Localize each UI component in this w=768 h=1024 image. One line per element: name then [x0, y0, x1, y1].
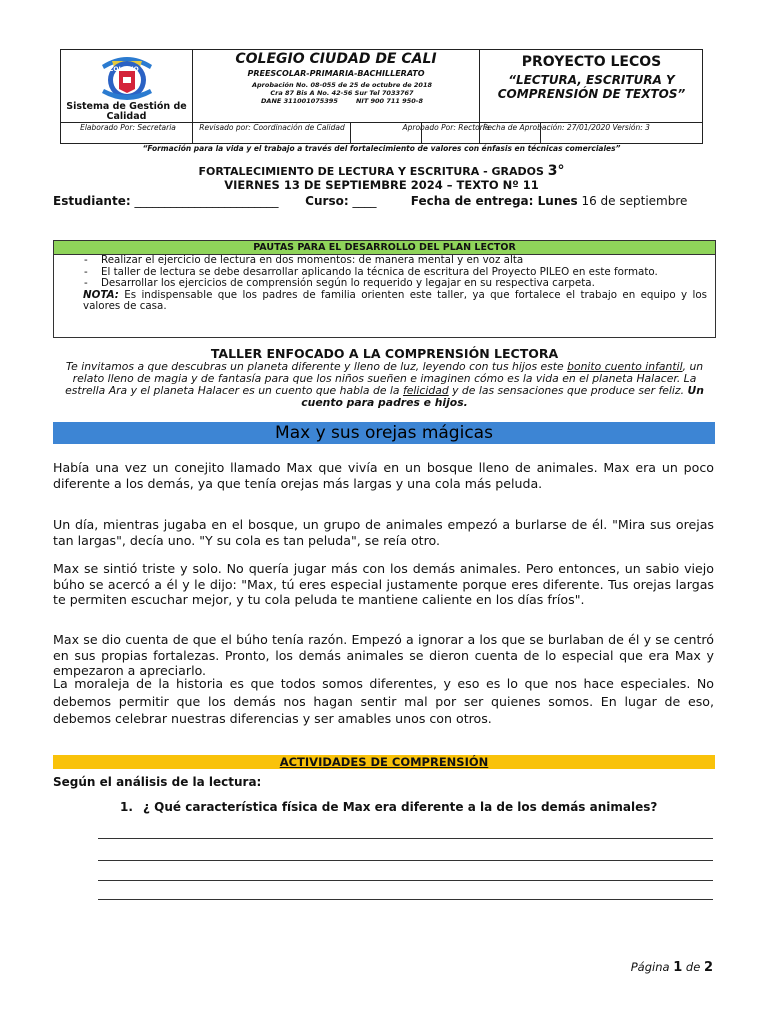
happiness-link[interactable]: felicidad [402, 384, 449, 397]
answer-line[interactable] [98, 899, 713, 900]
divider [350, 122, 351, 143]
story-link[interactable]: bonito cuento infantil [567, 360, 683, 373]
student-label: Estudiante: [53, 194, 131, 208]
list-item: - Desarrollar los ejercicios de comprensión según lo requerido y legajar en su respectiva carpeta. [54, 278, 715, 290]
project-title: PROYECTO LECOS [521, 54, 662, 70]
workshop-title [60, 163, 703, 179]
answer-line[interactable] [98, 838, 713, 839]
school-levels: PREESCOLAR-PRIMARIA-BACHILLERATO [247, 69, 425, 78]
current-page: 1 [673, 960, 683, 975]
intro-text: y de las sensaciones que produce ser feliz. [452, 384, 685, 397]
grade: 3° [547, 163, 565, 179]
approved-by: Aprobado Por: Rectoría [402, 123, 490, 132]
motto: “Formación para la vida y el trabajo a través del fortalecimiento de valores con énfasis en técnicas comerciales” [142, 144, 621, 153]
taller-heading: TALLER ENFOCADO A LA COMPRENSIÓN LECTORA [210, 346, 559, 361]
school-info [209, 81, 475, 105]
page-of: de [685, 960, 701, 974]
story-paragraph: Max se sintió triste y solo. No quería jugar más con los demás animales. Pero entonces, un sabio viejo búho se acercó a él y le dijo: "Max, tú eres especial justamente porque eres diferente. Tus orejas largas te permiten escuchar mejor, y tu cola peluda te mantiene caliente en los días fríos". [53, 561, 714, 607]
workshop-title-text: FORTALECIMIENTO DE LECTURA Y ESCRITURA - GRADOS [198, 165, 544, 178]
note-text: Es indispensable que los padres de familia orienten este taller, ya que fortalece el trabajo en equipo y los valores de casa. [83, 288, 708, 312]
logo-text: COLEGIO [109, 66, 139, 73]
student-info [53, 194, 723, 209]
intro-highlight: Un cuento para padres e hijos. [301, 384, 704, 409]
guidelines-list [54, 255, 715, 290]
course-field[interactable]: ____ [352, 194, 377, 208]
dane-nit-line: DANE 311001075395 NIT 900 711 950-8 [261, 97, 423, 105]
intro-text: Te invitamos a que descubras un planeta diferente y lleno de luz, leyendo con tus hijos este [65, 360, 564, 373]
quality-system-label: Sistema de Gestión de Calidad [66, 101, 187, 122]
student-name-field[interactable]: ________________________ [134, 194, 279, 208]
intro-text: , un relato lleno de magia y de fantasía para que los niños sueñen e imaginen cómo es la vida en el planeta Halacer. La estrella Ara y el planeta Halacer es un cuento que habla de la [65, 360, 704, 397]
question-number: 1. [120, 800, 133, 814]
reviewed-by: Revisado por: Coordinación de Calidad [199, 123, 345, 132]
story-paragraph: Había una vez un conejito llamado Max que vivía en un bosque lleno de animales. Max era un poco diferente a los demás, ya que tenía orejas más largas y una cola más peluda. [53, 460, 714, 491]
activities-heading [53, 755, 715, 769]
activities-heading-text: ACTIVIDADES DE COMPRENSIÓN [279, 755, 489, 769]
guidelines-note [54, 290, 715, 313]
total-pages: 2 [703, 960, 713, 975]
list-item: - Realizar el ejercicio de lectura en dos momentos: de manera mental y en voz alta [54, 255, 715, 267]
elaborated-by: Elaborado Por: Secretaria [80, 123, 176, 132]
guideline-text: El taller de lectura se debe desarrollar aplicando la técnica de escritura del Proyecto PILEO en este formato. [101, 265, 658, 278]
approval-line: Aprobación No. 08-055 de 25 de octubre de 2018 [252, 81, 432, 89]
due-date-value: 16 de septiembre [581, 194, 688, 208]
story-title: Max y sus orejas mágicas [53, 422, 715, 444]
school-name: COLEGIO CIUDAD DE CALI [235, 51, 437, 67]
activities-intro: Según el análisis de la lectura: [53, 775, 262, 789]
question-1: ¿ Qué característica física de Max era diferente a la de los demás animales? [143, 800, 658, 814]
header-table [60, 49, 703, 144]
note-label: NOTA: [83, 288, 119, 301]
guideline-text: Realizar el ejercicio de lectura en dos momentos: de manera mental y en voz alta [101, 254, 524, 266]
course-label: Curso: [305, 194, 349, 208]
guideline-text: Desarrollar los ejercicios de comprensión según lo requerido y legajar en su respectiva carpeta. [101, 277, 595, 289]
address-line: Cra 87 Bis A No. 42-56 Sur Tel 7033767 [270, 89, 414, 97]
taller-intro [53, 361, 716, 409]
date-line: VIERNES 13 DE SEPTIEMBRE 2024 – TEXTO Nº 11 [224, 178, 539, 192]
page-number [631, 960, 713, 975]
story-paragraph: Un día, mientras jugaba en el bosque, un grupo de animales empezó a burlarse de él. "Mira sus orejas tan largas", decía uno. "Y su cola es tan peluda", se reía otro. [53, 517, 714, 548]
project-subtitle: “LECTURA, ESCRITURA Y COMPRENSIÓN DE TEXTOS” [497, 73, 686, 101]
due-date-label: Fecha de entrega: Lunes [410, 194, 578, 208]
school-crest-icon [92, 51, 162, 103]
page-label: Página [630, 960, 670, 974]
divider [192, 122, 193, 143]
story-paragraph: Max se dio cuenta de que el búho tenía razón. Empezó a ignorar a los que se burlaban de él y se centró en sus propias fortalezas. Pronto, los demás animales se dieron cuenta de lo especial que era Max y empezaron a apreciarlo. [53, 632, 714, 678]
approval-date: Fecha de Aprobación: 27/01/2020 Versión: 3 [483, 123, 650, 132]
guidelines-box [53, 240, 716, 338]
story-moral: La moraleja de la historia es que todos somos diferentes, y eso es lo que nos hace especiales. No debemos permitir que los demás nos hagan sentir mal por ser quienes somos. En lugar de eso, debemos celebrar nuestras diferencias y ser amables unos con otros. [53, 676, 714, 726]
list-item: - El taller de lectura se debe desarrollar aplicando la técnica de escritura del Proyecto PILEO en este formato. [54, 267, 715, 279]
answer-line[interactable] [98, 860, 713, 861]
answer-line[interactable] [98, 880, 713, 881]
guidelines-heading: PAUTAS PARA EL DESARROLLO DEL PLAN LECTOR [54, 241, 715, 255]
